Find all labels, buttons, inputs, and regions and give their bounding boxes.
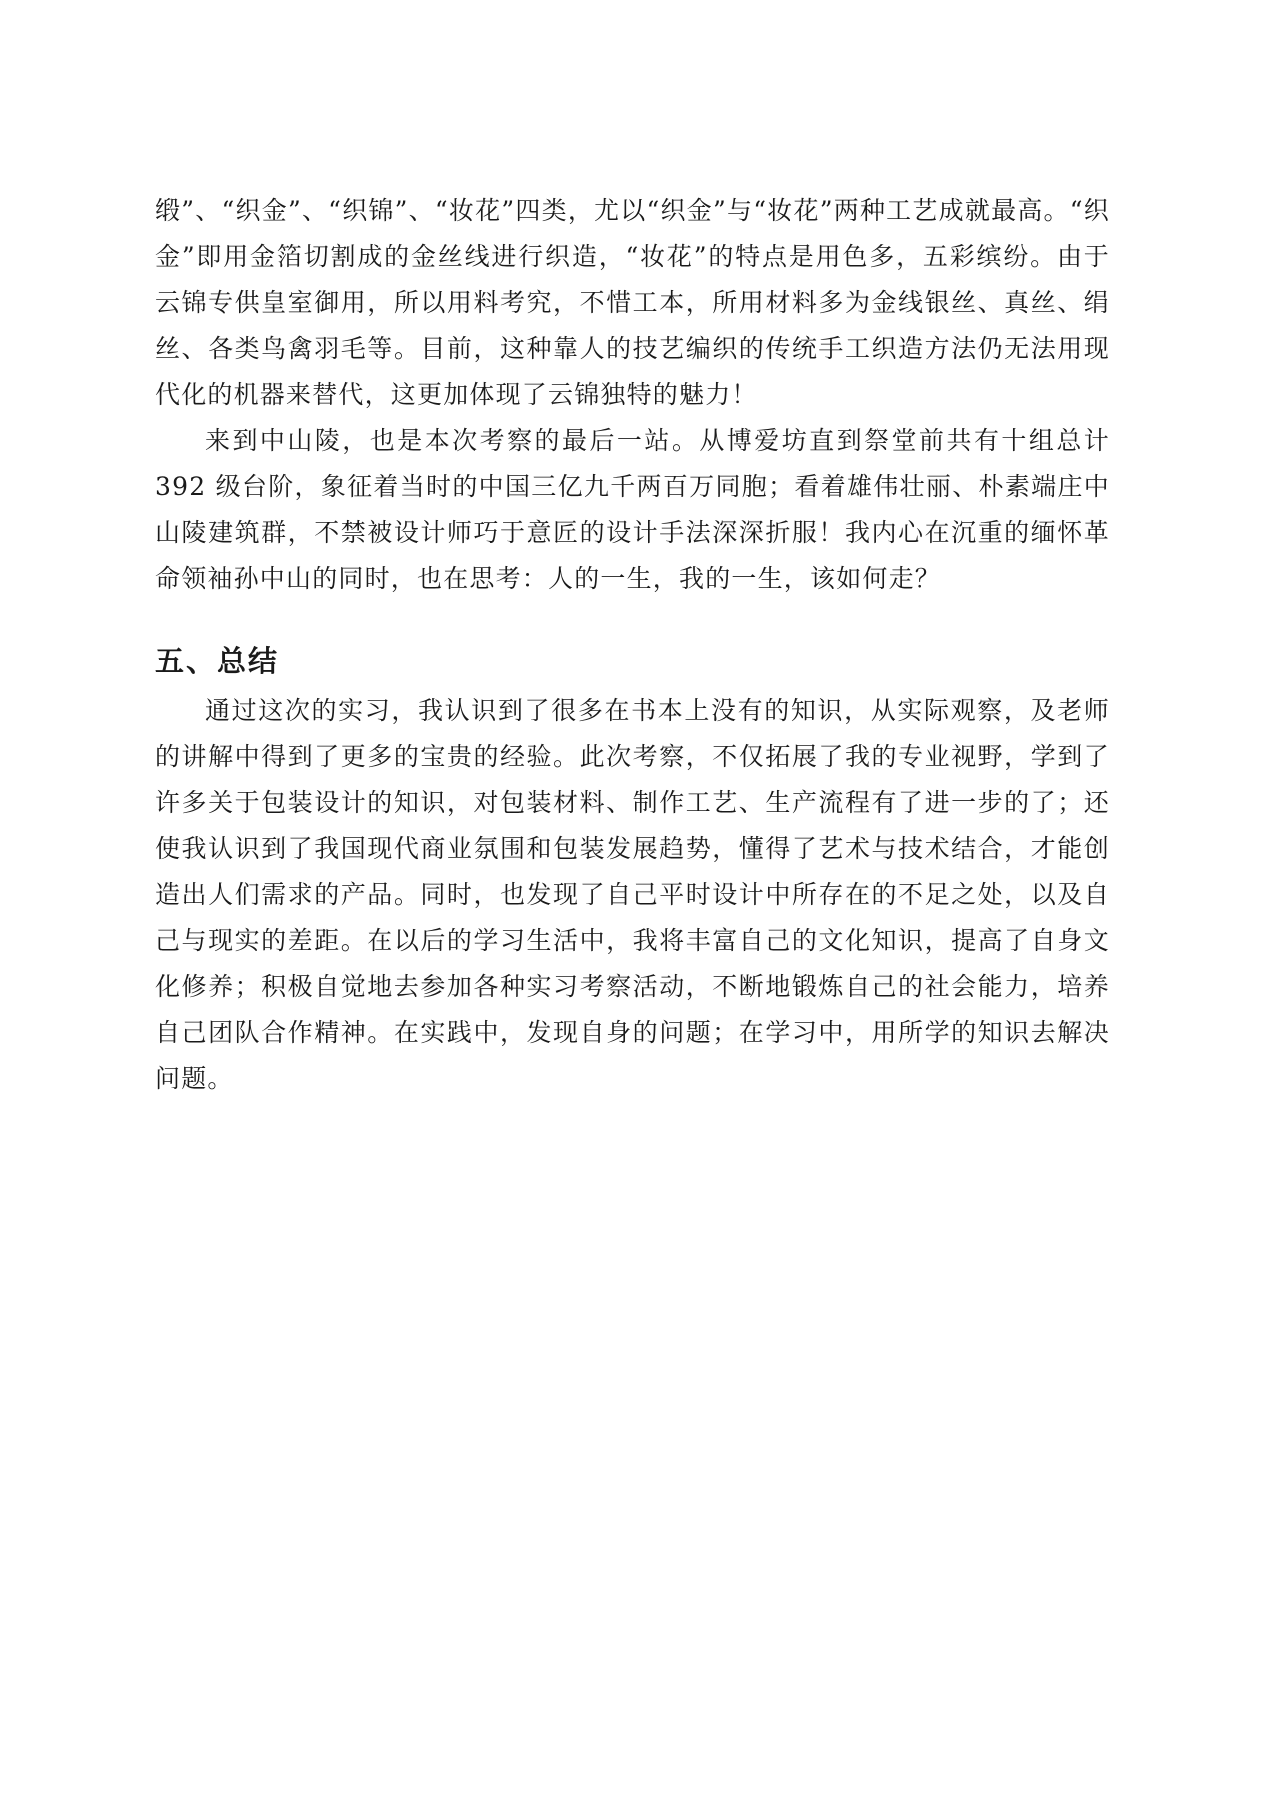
paragraph-yunjin-craft: 缎”、“织金”、“织锦”、“妆花”四类，尤以“织金”与“妆花”两种工艺成就最高。“织金”即用金箔切割成的金丝线进行织造，“妆花”的特点是用色多，五彩缤纷。由于云锦专供皇室御用，所以用料考究，不惜工本，所用材料多为金线银丝、真丝、绢丝、各类鸟禽羽毛等。目前，这种靠人的技艺编织的传统手工织造方法仍无法用现代化的机器来替代，这更加体现了云锦独特的魅力！ [155, 196, 1110, 409]
document-page [155, 188, 1110, 1102]
section-heading-summary: 五、总结 [155, 644, 280, 678]
paragraph-zhongshan-mausoleum: 来到中山陵，也是本次考察的最后一站。从博爱坊直到祭堂前共有十组总计 392 级台阶，象征着当时的中国三亿九千两百万同胞；看着雄伟壮丽、朴素端庄中山陵建筑群，不禁被设计师巧于意匠的设计手法深深折服！我内心在沉重的缅怀革命领袖孙中山的同时，也在思考：人的一生，我的一生，该如何走？ [155, 426, 1110, 593]
paragraph-summary: 通过这次的实习，我认识到了很多在书本上没有的知识，从实际观察，及老师的讲解中得到了更多的宝贵的经验。此次考察，不仅拓展了我的专业视野，学到了许多关于包装设计的知识，对包装材料、制作工艺、生产流程有了进一步的了；还使我认识到了我国现代商业氛围和包装发展趋势，懂得了艺术与技术结合，才能创造出人们需求的产品。同时，也发现了自己平时设计中所存在的不足之处，以及自己与现实的差距。在以后的学习生活中，我将丰富自己的文化知识，提高了自身文化修养；积极自觉地去参加各种实习考察活动，不断地锻炼自己的社会能力，培养自己团队合作精神。在实践中，发现自身的问题；在学习中，用所学的知识去解决问题。 [155, 696, 1110, 1093]
